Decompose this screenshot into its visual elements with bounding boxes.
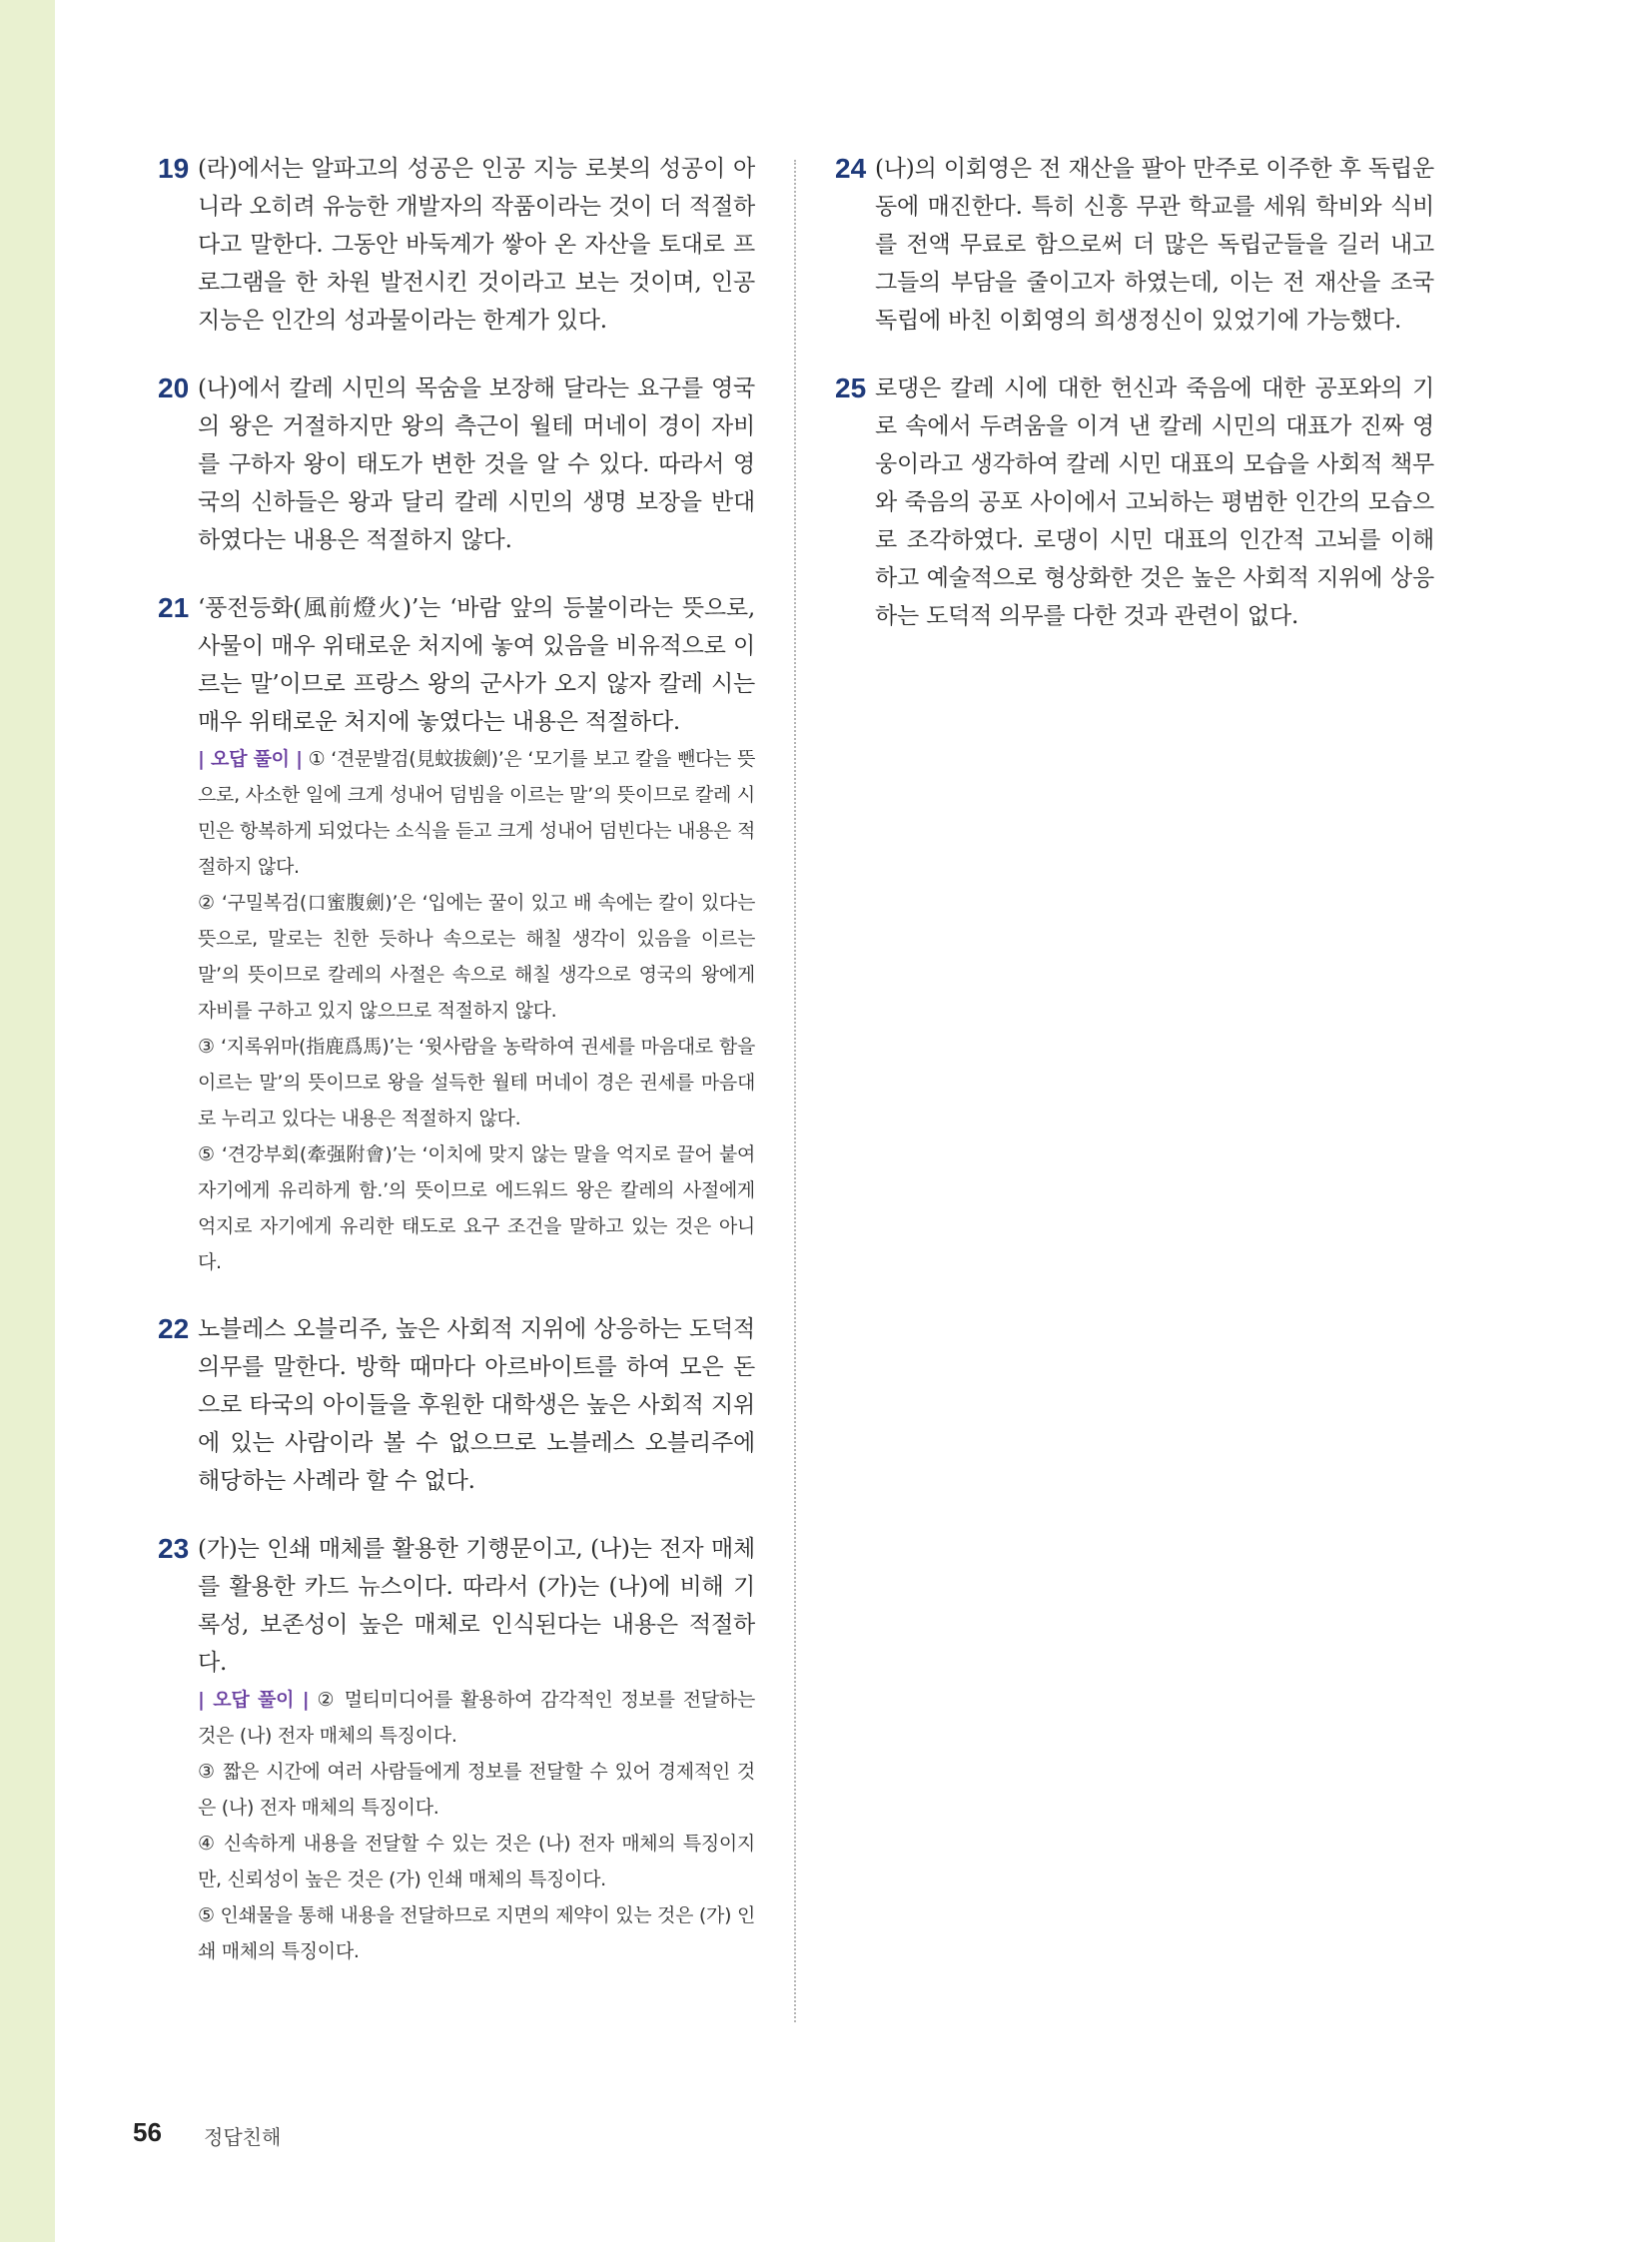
answer-text: (라)에서는 알파고의 성공은 인공 지능 로봇의 성공이 아니라 오히려 유능한 개발자의 작품이라는 것이 더 적절하다고 말한다. 그동안 바둑계가 쌓아 온 자산을 토대로 프로그램을 한 차원 발전시킨 것이라고 보는 것이며, 인공 지능은 인간의 성과물이라는 한계가 있다. <box>198 156 755 334</box>
wrong-answer-tag: | 오답 풀이 | <box>198 1689 310 1711</box>
question-number: 21 <box>158 592 190 623</box>
right-column <box>835 150 1434 635</box>
answer-text: 로댕은 칼레 시에 대한 헌신과 죽음에 대한 공포와의 기로 속에서 두려움을 이겨 낸 칼레 시민의 대표가 진짜 영웅이라고 생각하여 칼레 시민 대표의 모습을 사회적 책무와 죽음의 공포 사이에서 고뇌하는 평범한 인간의 모습으로 조각하였다. 로댕이 시민 대표의 인간적 고뇌를 이해하고 예술적으로 형상화한 것은 높은 사회적 지위에 상응하는 도덕적 의무를 다한 것과 관련이 없다. <box>875 375 1434 629</box>
page-number: 56 <box>133 2117 162 2147</box>
answer-text: ‘풍전등화(風前燈火)’는 ‘바람 앞의 등불이라는 뜻으로, 사물이 매우 위태로운 처지에 놓여 있음을 비유적으로 이르는 말’이므로 프랑스 왕의 군사가 오지 않자 칼레 시는 매우 위태로운 처지에 놓였다는 내용은 적절하다. <box>198 595 755 735</box>
answer-19 <box>158 150 755 340</box>
answer-text: (나)에서 칼레 시민의 목숨을 보장해 달라는 요구를 영국의 왕은 거절하지만 왕의 측근이 월테 머네이 경이 자비를 구하자 왕이 태도가 변한 것을 알 수 있다. 따라서 영국의 신하들은 왕과 달리 칼레 시민의 생명 보장을 반대하였다는 내용은 적절하지 않다. <box>198 375 755 553</box>
answer-text: (나)의 이회영은 전 재산을 팔아 만주로 이주한 후 독립운동에 매진한다. 특히 신흥 무관 학교를 세워 학비와 식비를 전액 무료로 함으로써 더 많은 독립군들을 길러 내고 그들의 부담을 줄이고자 하였는데, 이는 전 재산을 조국 독립에 바친 이회영의 희생정신이 있었기에 가능했다. <box>875 156 1434 334</box>
question-number: 25 <box>835 373 867 403</box>
wrong-answer-note: | 오답 풀이 | ② 멀티미디어를 활용하여 감각적인 정보를 전달하는 것은 (나) 전자 매체의 특징이다. <box>198 1689 755 1747</box>
wrong-answer-note: ⑤ ‘견강부회(牽强附會)’는 ‘이치에 맞지 않는 말을 억지로 끌어 붙여 자기에게 유리하게 함.’의 뜻이므로 에드워드 왕은 칼레의 사절에게 억지로 자기에게 유리한 태도로 요구 조건을 말하고 있는 것은 아니다. <box>198 1143 755 1273</box>
side-color-strip <box>0 0 55 2242</box>
answer-text: (가)는 인쇄 매체를 활용한 기행문이고, (나)는 전자 매체를 활용한 카드 뉴스이다. 따라서 (가)는 (나)에 비해 기록성, 보존성이 높은 매체로 인식된다는 내용은 적절하다. <box>198 1536 755 1676</box>
question-number: 23 <box>158 1533 190 1564</box>
wrong-answer-note: ② ‘구밀복검(口蜜腹劍)’은 ‘입에는 꿀이 있고 배 속에는 칼이 있다는 뜻으로, 말로는 친한 듯하나 속으로는 해칠 생각이 있음을 이르는 말’의 뜻이므로 칼레의 사절은 속으로 해칠 생각으로 영국의 왕에게 자비를 구하고 있지 않으므로 적절하지 않다. <box>198 892 755 1022</box>
wrong-answer-note: ⑤ 인쇄물을 통해 내용을 전달하므로 지면의 제약이 있는 것은 (가) 인쇄 매체의 특징이다. <box>198 1904 755 1962</box>
answer-24 <box>835 150 1434 340</box>
question-number: 22 <box>158 1313 190 1344</box>
left-column <box>158 150 755 1969</box>
answer-20 <box>158 370 755 559</box>
footer-label: 정답친해 <box>204 2125 282 2149</box>
wrong-answer-note: | 오답 풀이 | ① ‘견문발검(見蚊拔劍)’은 ‘모기를 보고 칼을 뺀다는 뜻으로, 사소한 일에 크게 성내어 덤빔을 이르는 말’의 뜻이므로 칼레 시민은 항복하게 되었다는 소식을 듣고 크게 성내어 덤빈다는 내용은 적절하지 않다. <box>198 748 755 878</box>
answer-text: 노블레스 오블리주, 높은 사회적 지위에 상응하는 도덕적 의무를 말한다. 방학 때마다 아르바이트를 하여 모은 돈으로 타국의 아이들을 후원한 대학생은 높은 사회적 지위에 있는 사람이라 볼 수 없으므로 노블레스 오블리주에 해당하는 사례라 할 수 없다. <box>198 1316 755 1494</box>
answer-22 <box>158 1310 755 1500</box>
wrong-answer-tag: | 오답 풀이 | <box>198 748 303 770</box>
question-number: 19 <box>158 153 190 184</box>
answer-23 <box>158 1530 755 1969</box>
answer-25 <box>835 370 1434 635</box>
wrong-answer-note: ③ ‘지록위마(指鹿爲馬)’는 ‘윗사람을 농락하여 권세를 마음대로 함을 이르는 말’의 뜻이므로 왕을 설득한 월테 머네이 경은 권세를 마음대로 누리고 있다는 내용은 적절하지 않다. <box>198 1036 755 1129</box>
question-number: 20 <box>158 373 190 403</box>
column-divider <box>794 160 796 2022</box>
question-number: 24 <box>835 153 867 184</box>
wrong-answer-note: ③ 짧은 시간에 여러 사람들에게 정보를 전달할 수 있어 경제적인 것은 (나) 전자 매체의 특징이다. <box>198 1761 755 1819</box>
wrong-answer-note: ④ 신속하게 내용을 전달할 수 있는 것은 (나) 전자 매체의 특징이지만, 신뢰성이 높은 것은 (가) 인쇄 매체의 특징이다. <box>198 1833 755 1890</box>
answer-21 <box>158 589 755 1280</box>
